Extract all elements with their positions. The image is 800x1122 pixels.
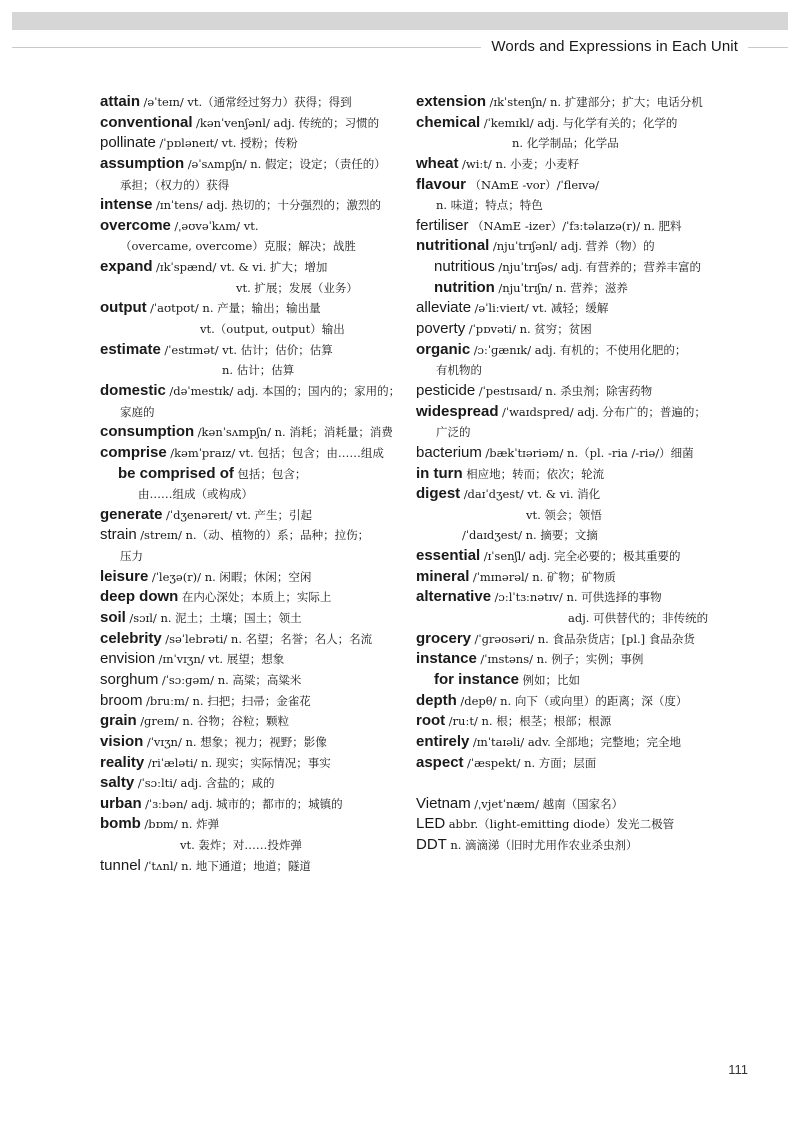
entry-definition: /ˈtʌnl/ n. 地下通道；地道；隧道 bbox=[144, 858, 311, 873]
glossary-entry-line bbox=[100, 773, 430, 794]
glossary-entry-line bbox=[100, 236, 430, 257]
entry-definition: n. 化学制品；化学品 bbox=[512, 136, 619, 151]
glossary-entry-line bbox=[416, 732, 716, 753]
entry-definition: （NAmE -izer）/ˈfɜːtəlaɪzə(r)/ n. 肥料 bbox=[472, 218, 682, 233]
glossary-entry-line bbox=[100, 608, 430, 629]
headword: generate bbox=[100, 505, 163, 523]
glossary-entry-line bbox=[416, 587, 716, 608]
entry-definition: /ˌvjetˈnæm/ 越南（国家名） bbox=[474, 796, 624, 811]
headword: mineral bbox=[416, 567, 470, 585]
entry-definition: /ˈestɪmət/ vt. 估计；估价；估算 bbox=[164, 342, 333, 357]
entry-spacer bbox=[416, 773, 716, 794]
headword: chemical bbox=[416, 113, 481, 131]
entry-definition: /ˈdʒenəreɪt/ vt. 产生；引起 bbox=[166, 507, 312, 522]
entry-definition: /ɪnˈvɪʒn/ vt. 展望；想象 bbox=[158, 652, 285, 667]
headword: conventional bbox=[100, 113, 193, 131]
entry-definition: /əˈliːvieɪt/ vt. 减轻；缓解 bbox=[474, 301, 609, 316]
headword: in turn bbox=[416, 464, 463, 482]
headword: domestic bbox=[100, 381, 166, 399]
entry-definition: /ˈvɪʒn/ n. 想象；视力；视野；影像 bbox=[146, 734, 327, 749]
glossary-entry-line bbox=[416, 443, 716, 464]
entry-definition: 相应地；转而；依次；轮流 bbox=[466, 466, 605, 481]
glossary-entry-line bbox=[100, 340, 430, 361]
page-header-title: Words and Expressions in Each Unit bbox=[481, 38, 748, 55]
entry-definition: /daɪˈdʒest/ vt. & vi. 消化 bbox=[463, 487, 601, 502]
entry-definition: /ɡreɪn/ n. 谷物；谷粒；颗粒 bbox=[140, 714, 290, 729]
glossary-entry-line bbox=[416, 753, 716, 774]
entry-definition: 压力 bbox=[120, 549, 143, 564]
entry-definition: /bækˈtɪəriəm/ n.（pl. -ria /-riə/）细菌 bbox=[485, 445, 694, 460]
entry-definition: vt. 扩展；发展（业务） bbox=[236, 280, 358, 295]
entry-definition: /əˈsʌmpʃn/ n. 假定；设定；（责任的） bbox=[187, 156, 386, 171]
headword: entirely bbox=[416, 732, 470, 750]
headword: tunnel bbox=[100, 856, 141, 874]
glossary-entry-line bbox=[416, 505, 716, 526]
glossary-entry-line bbox=[100, 814, 430, 835]
headword: widespread bbox=[416, 402, 499, 420]
headword: bacterium bbox=[416, 443, 482, 461]
page-number: 111 bbox=[728, 1062, 748, 1077]
glossary-entry-line bbox=[100, 732, 430, 753]
entry-definition: /ˈpɒləneɪt/ vt. 授粉；传粉 bbox=[159, 136, 298, 151]
glossary-entry-line bbox=[100, 525, 430, 546]
glossary-entry-line bbox=[100, 402, 430, 423]
glossary-entry-line bbox=[100, 649, 430, 670]
entry-definition: /ˈɪnstəns/ n. 例子；实例；事例 bbox=[480, 652, 644, 667]
entry-definition: 例如；比如 bbox=[522, 672, 581, 687]
headword: instance bbox=[416, 650, 477, 668]
glossary-entry-line bbox=[416, 381, 716, 402]
glossary-entry-line bbox=[416, 257, 716, 278]
headword: celebrity bbox=[100, 629, 162, 647]
entry-definition: /ˈɡrəʊsəri/ n. 食品杂货店；[pl.] 食品杂货 bbox=[474, 631, 695, 646]
glossary-entry-line bbox=[416, 546, 716, 567]
headword: vision bbox=[100, 732, 144, 750]
entry-definition: /streɪn/ n.（动、植物的）系；品种；拉伤； bbox=[140, 528, 370, 543]
glossary-entry-line bbox=[416, 608, 716, 629]
headword: soil bbox=[100, 609, 126, 627]
headword: attain bbox=[100, 93, 141, 110]
entry-definition: /ɪkˈspænd/ vt. & vi. 扩大；增加 bbox=[156, 260, 328, 275]
glossary-column-left bbox=[100, 92, 430, 876]
entry-definition: /ɔːlˈtɜːnətɪv/ n. 可供选择的事物 bbox=[494, 590, 662, 605]
glossary-entry-line bbox=[100, 567, 430, 588]
glossary-entry-line bbox=[416, 298, 716, 319]
glossary-entry-line bbox=[100, 794, 430, 815]
top-gray-bar bbox=[12, 12, 788, 30]
headword: nutrition bbox=[434, 278, 495, 296]
entry-definition: /ɔːˈɡænɪk/ adj. 有机的；不使用化肥的； bbox=[473, 342, 687, 357]
glossary-entry-line bbox=[100, 546, 430, 567]
glossary-entry-line bbox=[416, 154, 716, 175]
entry-definition: 有机物的 bbox=[436, 363, 482, 378]
entry-definition: vt. 领会；领悟 bbox=[526, 507, 602, 522]
entry-definition: /ruːt/ n. 根；根茎；根部；根源 bbox=[448, 714, 612, 729]
headword: organic bbox=[416, 340, 471, 358]
glossary-entry-line bbox=[100, 360, 430, 381]
headword: flavour bbox=[416, 175, 467, 193]
headword: for instance bbox=[434, 670, 520, 688]
entry-definition: 包括；包含； bbox=[237, 466, 307, 481]
entry-definition: /depθ/ n. 向下（或向里）的距离；深（度） bbox=[460, 693, 688, 708]
headword: output bbox=[100, 299, 147, 317]
headword: alleviate bbox=[416, 299, 472, 317]
glossary-entry-line bbox=[416, 814, 716, 835]
headword: sorghum bbox=[100, 670, 159, 688]
entry-definition: /kənˈsʌmpʃn/ n. 消耗；消耗量；消费 bbox=[197, 425, 393, 440]
entry-definition: /wiːt/ n. 小麦；小麦籽 bbox=[462, 156, 580, 171]
headword: intense bbox=[100, 196, 153, 214]
glossary-entry-line bbox=[416, 402, 716, 423]
entry-definition: adj. 可供替代的；非传统的 bbox=[568, 611, 709, 626]
glossary-entry-line bbox=[416, 195, 716, 216]
headword: digest bbox=[416, 485, 461, 503]
entry-definition: /njuˈtrɪʃənl/ adj. 营养（物）的 bbox=[492, 239, 655, 254]
glossary-entry-line bbox=[416, 92, 716, 113]
glossary-entry-line bbox=[100, 195, 430, 216]
entry-definition: /ɪnˈtaɪəli/ adv. 全部地；完整地；完全地 bbox=[472, 734, 681, 749]
entry-definition: /ˈsɔːɡəm/ n. 高粱；高粱米 bbox=[161, 672, 302, 687]
entry-definition: /riˈæləti/ n. 现实；实际情况；事实 bbox=[147, 755, 331, 770]
entry-definition: /dəˈmestɪk/ adj. 本国的；国内的；家用的； bbox=[169, 383, 401, 398]
glossary-entry-line bbox=[416, 216, 716, 237]
entry-definition: /njuˈtrɪʃn/ n. 营养；滋养 bbox=[498, 280, 628, 295]
glossary-entry-line bbox=[416, 629, 716, 650]
entry-definition: /ˈæspekt/ n. 方面；层面 bbox=[467, 755, 597, 770]
entry-definition: /ɪnˈtens/ adj. 热切的；十分强烈的；激烈的 bbox=[156, 198, 381, 213]
headword: aspect bbox=[416, 753, 464, 771]
headword: Vietnam bbox=[416, 794, 471, 812]
entry-definition: /ɪkˈstenʃn/ n. 扩建部分；扩大；电话分机 bbox=[489, 95, 703, 109]
headword: broom bbox=[100, 691, 143, 709]
glossary-entry-line bbox=[416, 422, 716, 443]
glossary-entry-line bbox=[416, 691, 716, 712]
entry-definition: （NAmE -vor）/ˈfleɪvə/ bbox=[469, 177, 600, 192]
entry-definition: /kənˈvenʃənl/ adj. 传统的；习惯的 bbox=[196, 115, 380, 130]
entry-definition: vt. 轰炸；对……投炸弹 bbox=[180, 838, 302, 853]
headword: root bbox=[416, 712, 446, 730]
entry-definition: /ˈaʊtpʊt/ n. 产量；输出；输出量 bbox=[150, 301, 321, 316]
headword: pollinate bbox=[100, 134, 156, 152]
glossary-entry-line bbox=[100, 753, 430, 774]
entry-definition: abbr.（light-emitting diode）发光二极管 bbox=[448, 817, 675, 832]
entry-definition: /ˈpestɪsaɪd/ n. 杀虫剂；除害药物 bbox=[478, 383, 653, 398]
headword: deep down bbox=[100, 588, 179, 606]
glossary-entry-line bbox=[100, 113, 430, 134]
headword: grain bbox=[100, 712, 137, 730]
entry-definition: /sɔɪl/ n. 泥土；土壤；国土；领土 bbox=[129, 611, 302, 626]
headword: reality bbox=[100, 753, 145, 771]
headword: comprise bbox=[100, 443, 167, 461]
headword: extension bbox=[416, 93, 487, 110]
glossary-entry-line bbox=[416, 340, 716, 361]
headword: expand bbox=[100, 258, 153, 276]
entry-definition: 承担；（权力的）获得 bbox=[120, 177, 230, 192]
headword: envision bbox=[100, 650, 156, 668]
entry-definition: /ˈdaɪdʒest/ n. 摘要；文摘 bbox=[462, 528, 598, 543]
glossary-entry-line bbox=[416, 835, 716, 856]
glossary-entry-line bbox=[100, 629, 430, 650]
entry-definition: 在内心深处；本质上；实际上 bbox=[181, 590, 332, 605]
glossary-entry-line bbox=[100, 319, 430, 340]
headword: salty bbox=[100, 774, 135, 792]
glossary-entry-line bbox=[100, 856, 430, 877]
entry-definition: /ˈkemɪkl/ adj. 与化学有关的；化学的 bbox=[483, 115, 678, 130]
glossary-entry-line bbox=[416, 464, 716, 485]
glossary-entry-line bbox=[100, 711, 430, 732]
glossary-entry-line bbox=[100, 587, 430, 608]
entry-definition: 广泛的 bbox=[436, 425, 471, 440]
glossary-entry-line bbox=[100, 154, 430, 175]
headword: alternative bbox=[416, 588, 492, 606]
glossary-entry-line bbox=[100, 422, 430, 443]
entry-definition: /ˈmɪnərəl/ n. 矿物；矿物质 bbox=[472, 569, 616, 584]
glossary-entry-line bbox=[100, 92, 430, 113]
entry-definition: /ˈɜːbən/ adj. 城市的；都市的；城镇的 bbox=[145, 796, 343, 811]
entry-definition: /bɒm/ n. 炸弹 bbox=[144, 817, 220, 832]
headword: strain bbox=[100, 526, 137, 544]
headword: fertiliser bbox=[416, 216, 469, 234]
glossary-entry-line bbox=[100, 691, 430, 712]
headword: estimate bbox=[100, 340, 161, 358]
entry-definition: /ˌəʊvəˈkʌm/ vt. bbox=[174, 218, 259, 233]
entry-definition: /njuˈtrɪʃəs/ adj. 有营养的；营养丰富的 bbox=[498, 260, 702, 275]
glossary-entry-line bbox=[100, 484, 430, 505]
entry-definition: （overcame, overcome）克服；解决；战胜 bbox=[120, 239, 356, 254]
glossary-entry-line bbox=[100, 257, 430, 278]
glossary-entry-line bbox=[416, 319, 716, 340]
headword: bomb bbox=[100, 815, 141, 833]
headword: consumption bbox=[100, 423, 195, 441]
glossary-entry-line bbox=[100, 443, 430, 464]
glossary-entry-line bbox=[100, 670, 430, 691]
headword: leisure bbox=[100, 567, 149, 585]
headword: urban bbox=[100, 794, 142, 812]
glossary-entry-line bbox=[416, 525, 716, 546]
glossary-entry-line bbox=[100, 298, 430, 319]
glossary-entry-line bbox=[100, 216, 430, 237]
entry-definition: 家庭的 bbox=[120, 404, 155, 419]
entry-definition: vt.（output, output）输出 bbox=[200, 322, 345, 337]
headword: assumption bbox=[100, 154, 185, 172]
entry-definition: n. 滴滴涕（旧时尤用作农业杀虫剂） bbox=[450, 838, 638, 853]
headword: LED bbox=[416, 815, 446, 833]
entry-definition: /səˈlebrəti/ n. 名望；名誉；名人；名流 bbox=[165, 631, 373, 646]
glossary-entry-line bbox=[100, 505, 430, 526]
entry-definition: /kəmˈpraɪz/ vt. 包括；包含；由……组成 bbox=[170, 445, 384, 460]
glossary-entry-line bbox=[100, 175, 430, 196]
glossary-entry-line bbox=[416, 484, 716, 505]
glossary-entry-line bbox=[416, 649, 716, 670]
glossary-entry-line bbox=[100, 278, 430, 299]
glossary-entry-line bbox=[416, 278, 716, 299]
headword: poverty bbox=[416, 320, 466, 338]
entry-definition: 由……组成（或构成） bbox=[138, 487, 253, 502]
headword: essential bbox=[416, 547, 481, 565]
headword: DDT bbox=[416, 836, 447, 854]
entry-definition: /ˈsɔːlti/ adj. 含盐的；咸的 bbox=[137, 776, 275, 791]
headword: nutritious bbox=[434, 258, 495, 276]
glossary-entry-line bbox=[416, 360, 716, 381]
headword: grocery bbox=[416, 629, 472, 647]
headword: wheat bbox=[416, 154, 459, 172]
glossary-entry-line bbox=[100, 835, 430, 856]
glossary-entry-line bbox=[100, 464, 430, 485]
glossary-entry-line bbox=[416, 794, 716, 815]
entry-definition: n. 估计；估算 bbox=[222, 363, 295, 378]
headword: depth bbox=[416, 691, 457, 709]
glossary-entry-line bbox=[416, 670, 716, 691]
entry-definition: /bruːm/ n. 扫把；扫帚；金雀花 bbox=[146, 693, 311, 708]
entry-definition: /ˈwaɪdspred/ adj. 分布广的；普遍的； bbox=[502, 404, 706, 419]
glossary-entry-line bbox=[100, 133, 430, 154]
glossary-entry-line bbox=[416, 175, 716, 196]
entry-definition: /ˈleʒə(r)/ n. 闲暇；休闲；空闲 bbox=[151, 569, 312, 584]
glossary-column-right bbox=[416, 92, 716, 856]
headword: pesticide bbox=[416, 381, 476, 399]
glossary-entry-line bbox=[416, 711, 716, 732]
headword: nutritional bbox=[416, 237, 490, 255]
headword: be comprised of bbox=[118, 464, 234, 482]
entry-definition: /ˈpɒvəti/ n. 贫穷；贫困 bbox=[468, 322, 592, 337]
glossary-entry-line bbox=[100, 381, 430, 402]
glossary-entry-line bbox=[416, 133, 716, 154]
entry-definition: /ɪˈsenʃl/ adj. 完全必要的；极其重要的 bbox=[483, 549, 681, 564]
glossary-entry-line bbox=[416, 113, 716, 134]
entry-definition: n. 味道；特点；特色 bbox=[436, 198, 543, 213]
glossary-entry-line bbox=[416, 567, 716, 588]
entry-definition: /əˈteɪn/ vt.（通常经过努力）获得；得到 bbox=[143, 95, 352, 109]
glossary-entry-line bbox=[416, 236, 716, 257]
headword: overcome bbox=[100, 216, 171, 234]
